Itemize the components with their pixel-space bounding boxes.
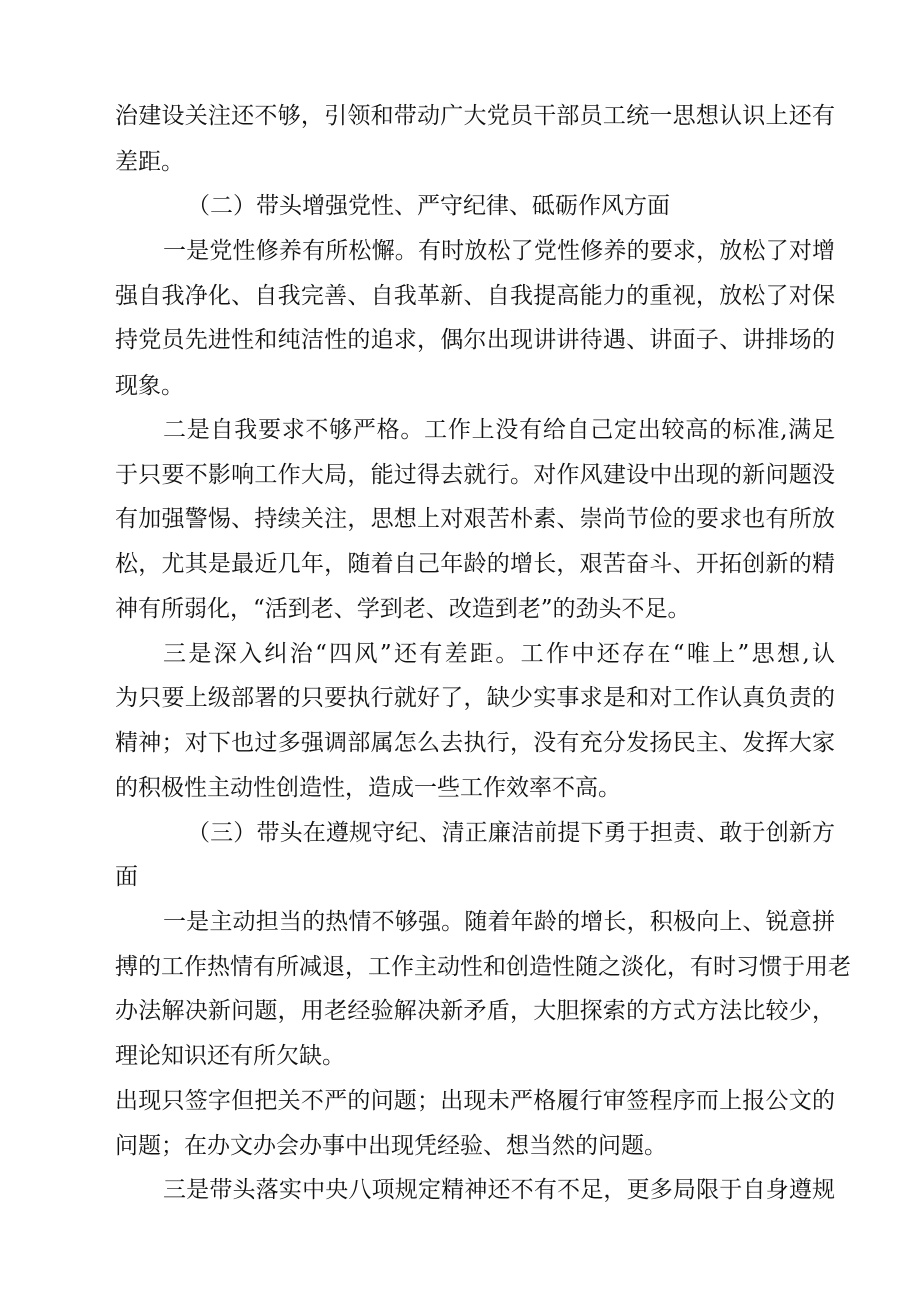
text-line: 有加强警惕、持续关注，思想上对艰苦朴素、崇尚节俭的要求也有所放: [115, 506, 835, 532]
text-line: 理论知识还有所欠缺。: [115, 1043, 345, 1069]
text-line: 办法解决新问题，用老经验解决新矛盾，大胆探索的方式方法比较少，: [115, 998, 835, 1024]
text-line: 松，尤其是最近几年，随着自己年龄的增长，艰苦奋斗、开拓创新的精: [115, 551, 835, 577]
text-line: 精神；对下也过多强调部属怎么去执行，没有充分发扬民主、发挥大家: [115, 730, 835, 756]
text-line: 的积极性主动性创造性，造成一些工作效率不高。: [115, 775, 621, 801]
text-line: 三是深入纠治“四风”还有差距。工作中还存在“唯上”思想,认: [163, 641, 835, 667]
text-line: 神有所弱化，“活到老、学到老、改造到老”的劲头不足。: [115, 596, 691, 622]
section-heading-2: （二）带头增强党性、严守纪律、砥砺作风方面: [187, 193, 670, 219]
section-heading-3: （三）带头在遵规守纪、清正廉洁前提下勇于担责、敢于创新方: [187, 820, 835, 846]
text-line: 治建设关注还不够，引领和带动广大党员干部员工统一思想认识上还有: [115, 103, 835, 129]
text-line: 为只要上级部署的只要执行就好了，缺少实事求是和对工作认真负责的: [115, 685, 835, 711]
text-line: 一是主动担当的热情不够强。随着年龄的增长，积极向上、锐意拼: [163, 909, 835, 935]
text-line: 搏的工作热情有所减退，工作主动性和创造性随之淡化，有时习惯于用老: [115, 954, 851, 980]
text-line: 现象。: [115, 373, 184, 399]
text-line: 于只要不影响工作大局，能过得去就行。对作风建设中出现的新问题没: [115, 462, 835, 488]
text-line: 一是党性修养有所松懈。有时放松了党性修养的要求，放松了对增: [163, 238, 835, 264]
text-line: 问题；在办文办会办事中出现凭经验、想当然的问题。: [115, 1133, 667, 1159]
text-line: 三是带头落实中央八项规定精神还不有不足，更多局限于自身遵规: [163, 1177, 835, 1203]
text-line: 差距。: [115, 149, 184, 175]
text-line: 强自我净化、自我完善、自我革新、自我提高能力的重视，放松了对保: [115, 283, 835, 309]
text-line: 出现只签字但把关不严的问题；出现未严格履行审签程序而上报公文的: [115, 1088, 835, 1114]
section-heading-3-cont: 面: [115, 864, 138, 890]
text-line: 二是自我要求不够严格。工作上没有给自己定出较高的标准,满足: [163, 417, 835, 443]
text-line: 持党员先进性和纯洁性的追求，偶尔出现讲讲待遇、讲面子、讲排场的: [115, 327, 835, 353]
